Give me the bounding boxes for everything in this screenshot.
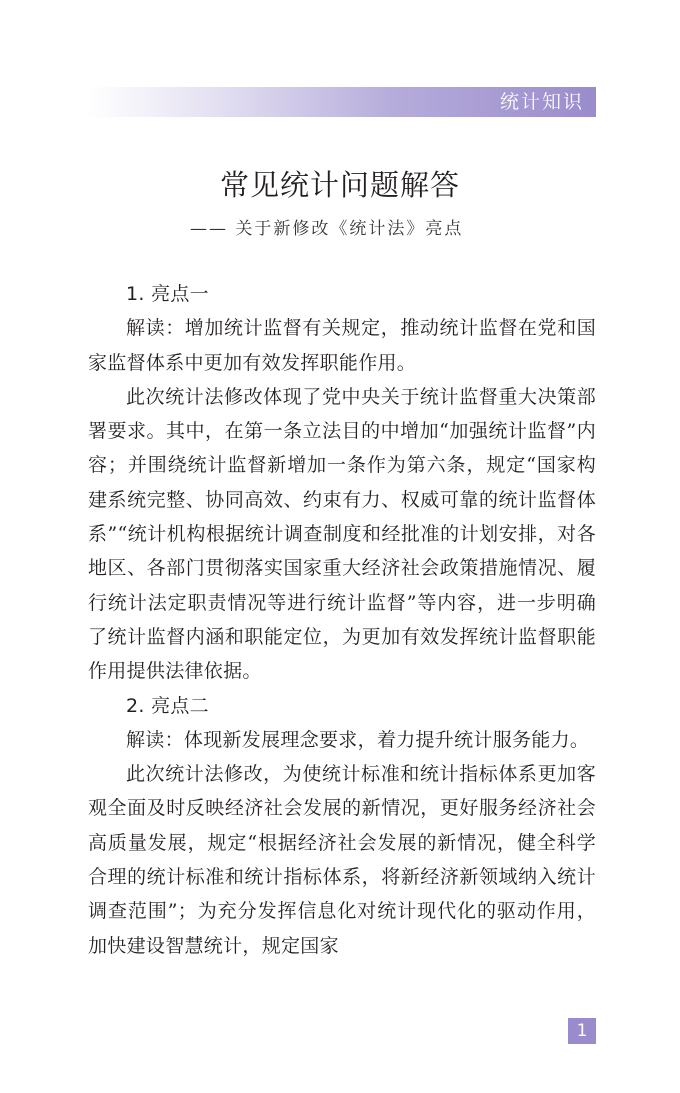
section-label: 统计知识 [499, 91, 584, 113]
section-heading-1: 1. 亮点一 [126, 283, 209, 305]
page-number: 1 [568, 1018, 596, 1044]
article-body [88, 277, 596, 963]
article-subtitle: —— 关于新修改《统计法》亮点 [190, 219, 464, 239]
section-heading-2: 2. 亮点二 [126, 694, 209, 717]
paragraph-interpretation-1: 解读：增加统计监督有关规定，推动统计监督在党和国家监督体系中更加有效发挥职能作用。 [88, 317, 596, 374]
paragraph-interpretation-2: 解读：体现新发展理念要求，着力提升统计服务能力。 [126, 728, 590, 751]
paragraph-detail-2: 此次统计法修改，为使统计标准和统计指标体系更加客观全面及时反映经济社会发展的新情况，更好服务经济社会高质量发展，规定“根据经济社会发展的新情况，健全科学合理的统计标准和统计指标体系，将新经济新领域纳入统计调查范围”；为充分发挥信息化对统计现代化的驱动作用，加快建设智慧统计，规定国家 [88, 763, 596, 957]
paragraph-detail-1: 此次统计法修改体现了党中央关于统计监督重大决策部署要求。其中，在第一条立法目的中增加“加强统计监督”内容；并围绕统计监督新增加一条作为第六条，规定“国家构建系统完整、协同高效、约束有力、权威可靠的统计监督体系”“统计机构根据统计调查制度和经批准的计划安排，对各地区、各部门贯彻落实国家重大经济社会政策措施情况、履行统计法定职责情况等进行统计监督”等内容，进一步明确了统计监督内涵和职能定位，为更加有效发挥统计监督职能作用提供法律依据。 [88, 385, 596, 683]
article-title: 常见统计问题解答 [219, 168, 460, 202]
section-header-band [88, 87, 596, 117]
